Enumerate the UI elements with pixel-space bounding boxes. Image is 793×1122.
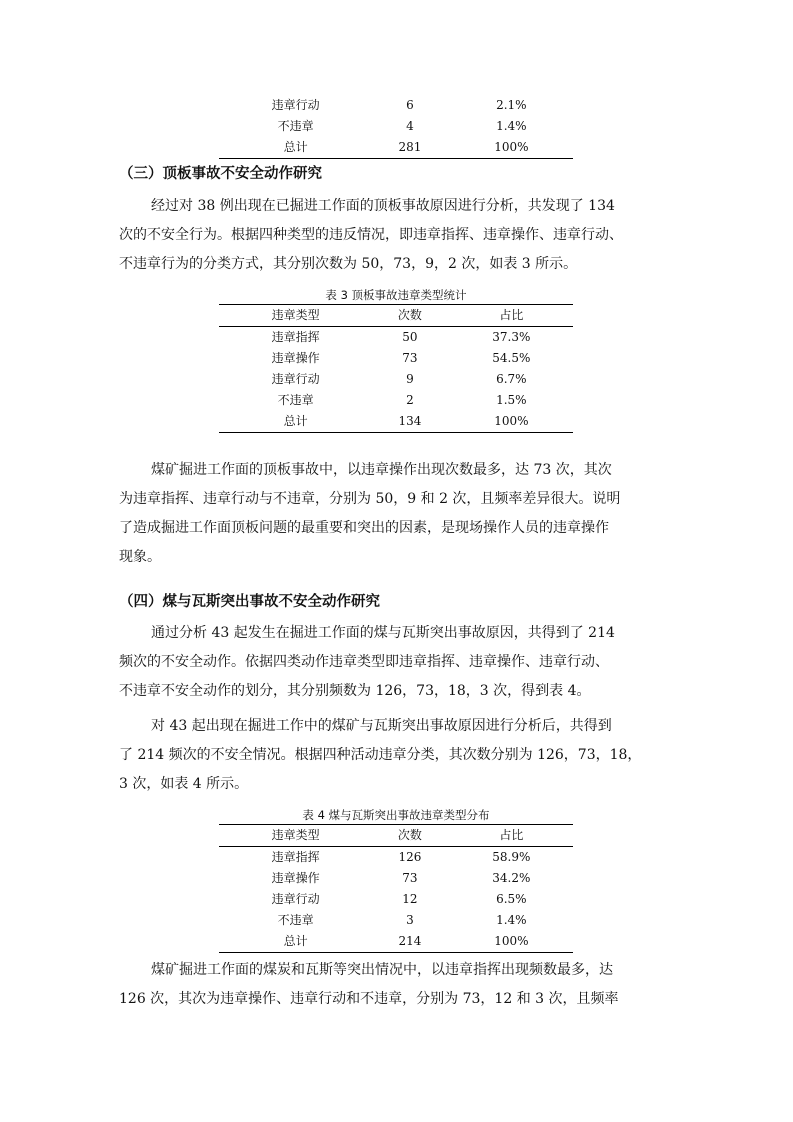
table-top-continuation bbox=[219, 95, 573, 159]
table-bottom-rule bbox=[219, 952, 573, 953]
table-cell: 违章指挥 bbox=[271, 330, 320, 344]
text-line: 通过分析 43 起发生在掘进工作面的煤与瓦斯突出事故原因，共得到了 214 bbox=[151, 625, 615, 641]
table-caption: 表 3 顶板事故违章类型统计 bbox=[325, 288, 467, 302]
table-bottom-rule bbox=[219, 158, 573, 159]
table-cell: 违章行动 bbox=[271, 892, 320, 906]
table-cell: 不违章 bbox=[277, 393, 314, 407]
table-row bbox=[219, 137, 573, 158]
table4-discussion-paragraph bbox=[119, 956, 677, 1014]
table-cell: 37.3% bbox=[492, 330, 531, 344]
text-line: 3 次，如表 4 所示。 bbox=[119, 776, 249, 792]
column-header: 违章类型 bbox=[271, 308, 320, 322]
table-row bbox=[219, 847, 573, 868]
table-row bbox=[219, 411, 573, 432]
column-header: 违章类型 bbox=[271, 828, 320, 842]
table-header-row bbox=[219, 305, 573, 326]
table-cell: 不违章 bbox=[277, 913, 314, 927]
table-row bbox=[219, 116, 573, 137]
table-cell: 100% bbox=[494, 414, 529, 428]
table-cell: 9 bbox=[406, 372, 414, 386]
table-cell: 违章操作 bbox=[271, 871, 320, 885]
table-cell: 1.4% bbox=[496, 119, 527, 133]
text-line: 不违章行为的分类方式，其分别次数为 50，73，9，2 次，如表 3 所示。 bbox=[119, 256, 578, 272]
text-line: 对 43 起出现在掘进工作中的煤矿与瓦斯突出事故原因进行分析后，共得到 bbox=[151, 718, 612, 734]
table3-discussion-paragraph bbox=[119, 456, 677, 572]
table-cell: 总计 bbox=[283, 934, 308, 948]
section-heading-3: （三）顶板事故不安全动作研究 bbox=[119, 166, 322, 182]
table-cell: 6.7% bbox=[496, 372, 527, 386]
section-heading-4: （四）煤与瓦斯突出事故不安全动作研究 bbox=[119, 594, 380, 610]
text-line: 为违章指挥、违章行动与不违章，分别为 50，9 和 2 次，且频率差异很大。说明 bbox=[119, 491, 621, 507]
table-cell: 134 bbox=[398, 414, 422, 428]
table-cell: 2.1% bbox=[496, 98, 527, 112]
text-line: 煤矿掘进工作面的煤炭和瓦斯等突出情况中，以违章指挥出现频数最多，达 bbox=[151, 962, 613, 978]
table-4 bbox=[219, 806, 573, 953]
table-cell: 违章行动 bbox=[271, 372, 320, 386]
table-row bbox=[219, 348, 573, 369]
table-cell: 100% bbox=[494, 934, 529, 948]
table-cell: 2 bbox=[406, 393, 414, 407]
section3-paragraph bbox=[119, 192, 677, 279]
table-cell: 100% bbox=[494, 140, 529, 154]
table-cell: 12 bbox=[402, 892, 418, 906]
table-row bbox=[219, 327, 573, 348]
table-cell: 1.4% bbox=[496, 913, 527, 927]
table-row bbox=[219, 931, 573, 952]
table-row bbox=[219, 910, 573, 931]
table-caption: 表 4 煤与瓦斯突出事故违章类型分布 bbox=[302, 808, 490, 822]
table-3 bbox=[219, 286, 573, 433]
table-cell: 54.5% bbox=[492, 351, 531, 365]
table-cell: 违章指挥 bbox=[271, 850, 320, 864]
table-cell: 34.2% bbox=[492, 871, 531, 885]
table-cell: 73 bbox=[402, 351, 418, 365]
table-row bbox=[219, 889, 573, 910]
text-line: 了 214 频次的不安全情况。根据四种活动违章分类，其次数分别为 126，73，18， bbox=[119, 747, 642, 763]
text-line: 不违章不安全动作的划分，其分别频数为 126，73，18，3 次，得到表 4。 bbox=[119, 683, 591, 699]
table-cell: 73 bbox=[402, 871, 418, 885]
section4-paragraph-1 bbox=[119, 619, 677, 706]
table-cell: 违章操作 bbox=[271, 351, 320, 365]
text-line: 次的不安全行为。根据四种类型的违反情况，即违章指挥、违章操作、违章行动、 bbox=[119, 227, 623, 243]
table-cell: 1.5% bbox=[496, 393, 527, 407]
column-header: 占比 bbox=[499, 828, 524, 842]
column-header: 占比 bbox=[499, 308, 524, 322]
table-cell: 不违章 bbox=[277, 119, 314, 133]
text-line: 经过对 38 例出现在已掘进工作面的顶板事故原因进行分析，共发现了 134 bbox=[151, 198, 615, 214]
table-cell: 50 bbox=[402, 330, 418, 344]
table-row bbox=[219, 868, 573, 889]
section4-paragraph-2 bbox=[119, 712, 677, 799]
table-cell: 6.5% bbox=[496, 892, 527, 906]
table-row bbox=[219, 390, 573, 411]
table-cell: 违章行动 bbox=[271, 98, 320, 112]
table-cell: 126 bbox=[398, 850, 422, 864]
table-cell: 3 bbox=[406, 913, 414, 927]
table-cell: 6 bbox=[406, 98, 414, 112]
column-header: 次数 bbox=[397, 828, 422, 842]
table-bottom-rule bbox=[219, 432, 573, 433]
table-cell: 总计 bbox=[283, 414, 308, 428]
text-line: 126 次，其次为违章操作、违章行动和不违章，分别为 73，12 和 3 次，且频率 bbox=[119, 991, 619, 1007]
text-line: 了造成掘进工作面顶板问题的最重要和突出的因素，是现场操作人员的违章操作 bbox=[119, 520, 609, 536]
table-cell: 总计 bbox=[283, 140, 308, 154]
table-cell: 214 bbox=[398, 934, 422, 948]
text-line: 现象。 bbox=[119, 549, 161, 565]
table-header-row bbox=[219, 825, 573, 846]
table-cell: 281 bbox=[398, 140, 422, 154]
table-cell: 58.9% bbox=[492, 850, 531, 864]
text-line: 煤矿掘进工作面的顶板事故中，以违章操作出现次数最多，达 73 次，其次 bbox=[151, 462, 612, 478]
table-row bbox=[219, 369, 573, 390]
column-header: 次数 bbox=[397, 308, 422, 322]
table-cell: 4 bbox=[406, 119, 414, 133]
table-row bbox=[219, 95, 573, 116]
text-line: 频次的不安全动作。依据四类动作违章类型即违章指挥、违章操作、违章行动、 bbox=[119, 654, 609, 670]
